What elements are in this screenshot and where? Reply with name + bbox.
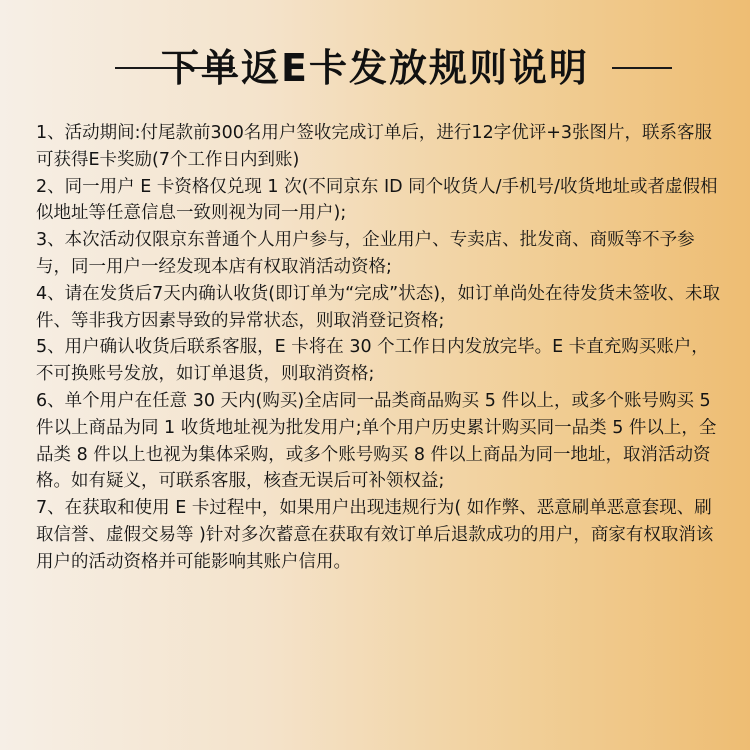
rules-list — [36, 120, 726, 576]
rule-item-3: 3、本次活动仅限京东普通个人用户参与，企业用户、专卖店、批发商、商贩等不予参与，同一用户一经发现本店有权取消活动资格; — [36, 230, 695, 277]
title-row — [0, 38, 750, 98]
rule-item-5: 5、用户确认收货后联系客服，E 卡将在 30 个工作日内发放完毕。E 卡直充购买账户，不可换账号发放，如订单退货，则取消资格; — [36, 337, 709, 385]
page-title: 下单返E卡发放规则说明 — [161, 46, 589, 90]
rule-item-7: 7、在获取和使用 E 卡过程中，如果用户出现违规行为( 如作弊、恶意刷单恶意套现、刷取信誉、虚假交易等 )针对多次蓄意在获取有效订单后退款成功的用户，商家有权取消该用户的活动资格并可能影响其账户信用。 — [36, 498, 714, 572]
title-divider-right — [612, 67, 672, 69]
rule-item-4: 4、请在发货后7天内确认收货(即订单为“完成”状态)，如订单尚处在待发货未签收、未取件、等非我方因素导致的异常状态，则取消登记资格; — [36, 283, 721, 331]
rule-item-6: 6、单个用户在任意 30 天内(购买)全店同一品类商品购买 5 件以上，或多个账号购买 5 件以上商品为同 1 收货地址视为批发用户;单个用户历史累计购买同一品类 5 件以上，全品类 8 件以上也视为集体采购，或多个账号购买 8 件以上商品为同一地址，取消活动资格。如有疑义，可联系客服，核查无误后可补领权益; — [36, 390, 717, 492]
rule-item-1: 1、活动期间:付尾款前300名用户签收完成订单后，进行12字优评+3张图片，联系客服可获得E卡奖励(7个工作日内到账) — [36, 123, 712, 170]
rule-item-2: 2、同一用户 E 卡资格仅兑现 1 次(不同京东 ID 同个收货人/手机号/收货地址或者虚假相似地址等任意信息一致则视为同一用户); — [36, 176, 718, 224]
